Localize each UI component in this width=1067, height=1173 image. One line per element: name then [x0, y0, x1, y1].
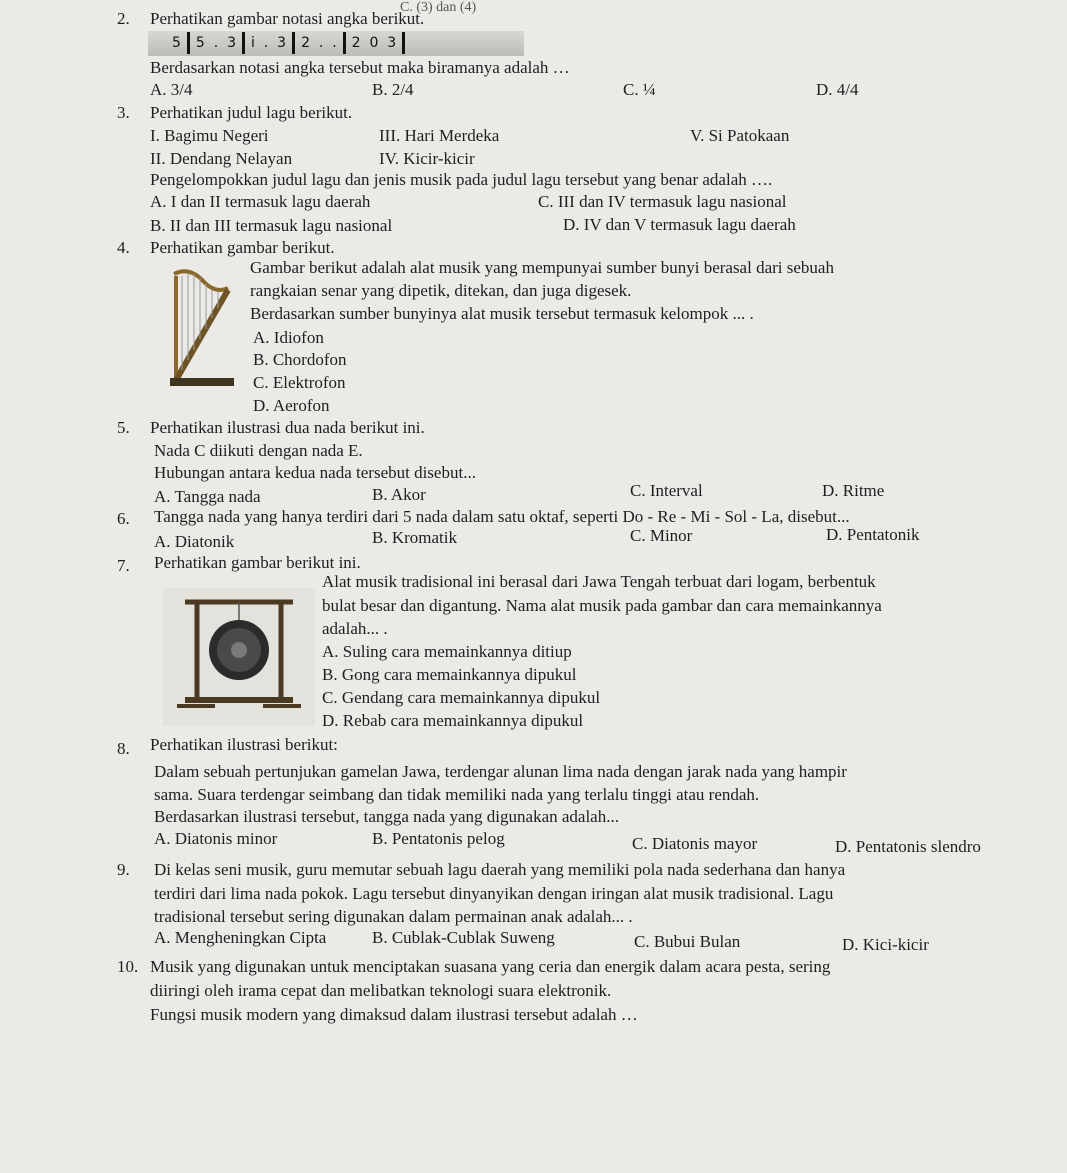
q3-question: Pengelompokkan judul lagu dan jenis musik pada judul lagu tersebut yang benar adalah ….: [150, 170, 773, 189]
q9-option-c: C. Bubui Bulan: [634, 932, 741, 951]
q5-line-2: Hubungan antara kedua nada tersebut disebut...: [154, 463, 476, 482]
q10-line-2: diiringi oleh irama cepat dan melibatkan teknologi suara elektronik.: [150, 981, 612, 1000]
q9-option-d: D. Kici-kicir: [842, 935, 929, 954]
q7-option-b: B. Gong cara memainkannya dipukul: [322, 665, 577, 684]
q9-option-a: A. Mengheningkan Cipta: [154, 928, 327, 947]
q8-option-d: D. Pentatonis slendro: [835, 837, 981, 856]
q8-option-c: C. Diatonis mayor: [632, 834, 758, 853]
notation-measure: 5 . 3: [195, 35, 236, 51]
q6-option-d: D. Pentatonik: [826, 525, 920, 544]
q9-option-b: B. Cublak-Cublak Suweng: [372, 928, 555, 947]
q3-option-c: C. III dan IV termasuk lagu nasional: [538, 192, 787, 211]
q5-stem: Perhatikan ilustrasi dua nada berikut ini.: [150, 418, 425, 437]
q8-option-a: A. Diatonis minor: [154, 829, 278, 848]
q10-line-1: Musik yang digunakan untuk menciptakan suasana yang ceria dan energik dalam acara pesta, sering: [150, 957, 831, 976]
notation-measure: 2 0 3: [351, 35, 397, 51]
q4-option-d: D. Aerofon: [253, 396, 330, 415]
q7-stem: Perhatikan gambar berikut ini.: [154, 553, 361, 572]
q2-question: Berdasarkan notasi angka tersebut maka biramanya adalah …: [150, 58, 570, 77]
q3-song-5: V. Si Patokaan: [690, 126, 790, 145]
q8-option-b: B. Pentatonis pelog: [372, 829, 505, 848]
q7-option-c: C. Gendang cara memainkannya dipukul: [322, 688, 601, 707]
q2-option-b: B. 2/4: [372, 80, 414, 99]
q10-number: 10.: [117, 957, 139, 976]
q6-stem: Tangga nada yang hanya terdiri dari 5 nada dalam satu oktaf, seperti Do - Re - Mi - Sol - La, disebut...: [154, 507, 850, 526]
q2-number: 2.: [117, 9, 130, 28]
q6-number: 6.: [117, 509, 130, 528]
q3-song-3: III. Hari Merdeka: [379, 126, 500, 145]
q7-number: 7.: [117, 556, 130, 575]
q6-option-a: A. Diatonik: [154, 532, 235, 551]
q5-option-a: A. Tangga nada: [154, 487, 261, 506]
q8-stem: Perhatikan ilustrasi berikut:: [150, 735, 338, 754]
q5-option-c: C. Interval: [630, 481, 703, 500]
q9-line-1: Di kelas seni musik, guru memutar sebuah lagu daerah yang memiliki pola nada sederhana dan hanya: [154, 860, 846, 879]
q4-number: 4.: [117, 238, 130, 257]
q4-line-3: Berdasarkan sumber bunyinya alat musik tersebut termasuk kelompok ... .: [250, 304, 754, 323]
q4-line-2: rangkaian senar yang dipetik, ditekan, dan juga digesek.: [250, 281, 632, 300]
q7-line-3: adalah... .: [322, 619, 388, 638]
top-scribble: C. (3) dan (4): [400, 0, 477, 15]
q4-stem: Perhatikan gambar berikut.: [150, 238, 335, 257]
q3-song-2: II. Dendang Nelayan: [150, 149, 293, 168]
q2-option-a: A. 3/4: [150, 80, 193, 99]
q7-option-d: D. Rebab cara memainkannya dipukul: [322, 711, 584, 730]
q7-line-2: bulat besar dan digantung. Nama alat musik pada gambar dan cara memainkannya: [322, 596, 882, 615]
q4-line-1: Gambar berikut adalah alat musik yang mempunyai sumber bunyi berasal dari sebuah: [250, 258, 834, 277]
q9-line-3: tradisional tersebut sering digunakan dalam permainan anak adalah... .: [154, 907, 633, 926]
q7-line-1: Alat musik tradisional ini berasal dari Jawa Tengah terbuat dari logam, berbentuk: [322, 572, 876, 591]
q5-option-d: D. Ritme: [822, 481, 885, 500]
notation-measure: i . 3: [251, 35, 287, 51]
number-notation-strip: [148, 31, 524, 56]
q3-option-a: A. I dan II termasuk lagu daerah: [150, 192, 371, 211]
q6-option-b: B. Kromatik: [372, 528, 457, 547]
q9-number: 9.: [117, 860, 130, 879]
q5-number: 5.: [117, 418, 130, 437]
q8-line-3: Berdasarkan ilustrasi tersebut, tangga nada yang digunakan adalah...: [154, 807, 619, 826]
notation-measure: 5: [172, 35, 181, 51]
q8-number: 8.: [117, 739, 130, 758]
q2-option-d: D. 4/4: [816, 80, 859, 99]
q6-option-c: C. Minor: [630, 526, 693, 545]
q3-option-d: D. IV dan V termasuk lagu daerah: [563, 215, 796, 234]
q9-line-2: terdiri dari lima nada pokok. Lagu tersebut dinyanyikan dengan iringan alat musik tradisional. Lagu: [154, 884, 834, 903]
q3-song-1: I. Bagimu Negeri: [150, 126, 269, 145]
q2-option-c: C. ¼: [623, 80, 656, 99]
q2-stem: Perhatikan gambar notasi angka berikut.: [150, 9, 425, 28]
q7-option-a: A. Suling cara memainkannya ditiup: [322, 642, 572, 661]
q8-line-1: Dalam sebuah pertunjukan gamelan Jawa, terdengar alunan lima nada dengan jarak nada yang hampir: [154, 762, 847, 781]
q10-line-3: Fungsi musik modern yang dimaksud dalam ilustrasi tersebut adalah …: [150, 1005, 638, 1024]
q4-option-c: C. Elektrofon: [253, 373, 346, 392]
q5-line-1: Nada C diikuti dengan nada E.: [154, 441, 363, 460]
gong-image: [163, 588, 315, 726]
q3-option-b: B. II dan III termasuk lagu nasional: [150, 216, 393, 235]
notation-measure: 2 . .: [301, 35, 337, 51]
q3-stem: Perhatikan judul lagu berikut.: [150, 103, 353, 122]
q4-option-a: A. Idiofon: [253, 328, 324, 347]
q3-number: 3.: [117, 103, 130, 122]
q4-option-b: B. Chordofon: [253, 350, 347, 369]
q3-song-4: IV. Kicir-kicir: [379, 149, 475, 168]
q5-option-b: B. Akor: [372, 485, 426, 504]
harp-image: [168, 268, 240, 390]
q8-line-2: sama. Suara terdengar seimbang dan tidak memiliki nada yang terlalu tinggi atau rendah.: [154, 785, 760, 804]
